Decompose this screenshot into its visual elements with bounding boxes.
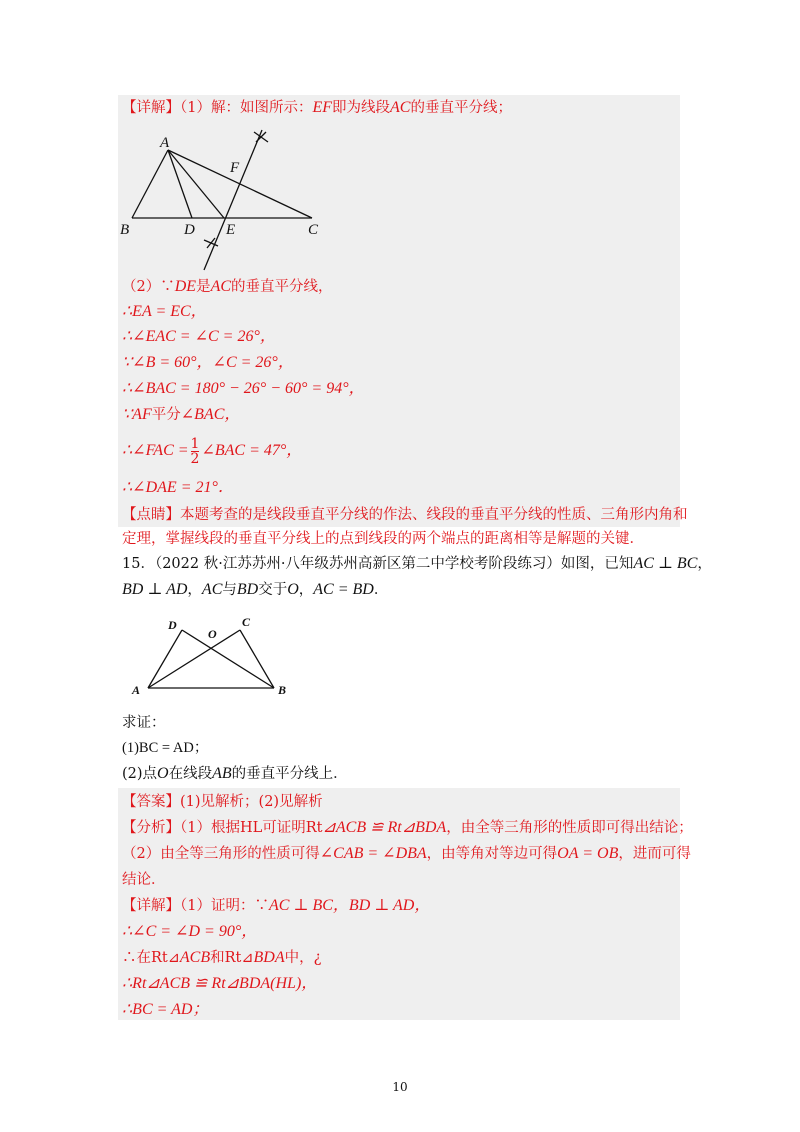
question-1: (1)BC = AD； — [122, 740, 209, 756]
label-F: F — [230, 160, 240, 176]
step-dae: ∴∠DAE = 21°． — [122, 479, 234, 496]
detail2-line-5: ∴BC = AD； — [122, 1001, 209, 1018]
label-B2: B — [278, 683, 287, 697]
note-line-1: 【点睛】本题考查的是线段垂直平分线的作法、线段的垂直平分线的性质、三角形内角和 — [122, 507, 688, 523]
label-C2: C — [242, 615, 251, 629]
label-B: B — [120, 222, 130, 238]
problem-15-line-1: 15．（2022 秋·江苏苏州·八年级苏州高新区第二中学校考阶段练习）如图，已知AC ⊥ BC， — [122, 555, 712, 572]
prove-label: 求证： — [122, 715, 166, 731]
answer-tag: 【答案】 — [122, 794, 180, 810]
step-4: ∴∠BAC = 180° − 26° − 60° = 94°， — [122, 380, 365, 397]
triangle-figure-1 — [112, 120, 352, 280]
note-tag: 【点睛】 — [122, 507, 180, 523]
step-fac: ∴∠FAC = $\frac{1}{2}$ ∠BAC = 47°， — [122, 435, 303, 467]
label-A: A — [160, 135, 170, 151]
label-D2: D — [168, 618, 177, 632]
detail2-line-3: ∴在Rt⊿ACB和Rt⊿BDA中，¿ — [122, 949, 322, 966]
analysis-tag: 【分析】 — [122, 820, 180, 836]
detail2-tag: 【详解】 — [122, 898, 180, 914]
detail2-line-2: ∴∠C = ∠D = 90°， — [122, 923, 258, 940]
label-E: E — [226, 222, 236, 238]
problem-15-line-2: BD ⊥ AD，AC与BD交于O，AC = BD． — [122, 581, 389, 598]
question-2: (2)点O在线段AB的垂直平分线上． — [122, 765, 348, 782]
step-2: ∴∠EAC = ∠C = 26°， — [122, 328, 276, 345]
page-number: 10 — [392, 1080, 408, 1094]
detail-intro-line: 【详解】（1）解：如图所示：EF即为线段AC的垂直平分线； — [122, 99, 512, 116]
label-C: C — [308, 222, 319, 238]
step-1: ∴EA = EC， — [122, 303, 207, 320]
detail-part2-line: （2）∵DE是AC的垂直平分线， — [122, 278, 333, 295]
label-D: D — [184, 222, 195, 238]
analysis-line-3: 结论． — [122, 872, 166, 888]
fraction-half: $\frac{1}{2}$ — [190, 435, 200, 467]
answer-line: 【答案】(1)见解析；(2)见解析 — [122, 794, 323, 810]
triangle-figure-2 — [122, 612, 302, 702]
note-line-2: 定理，掌握线段的垂直平分线上的点到线段的两个端点的距离相等是解题的关键． — [122, 531, 644, 547]
step-bisector: ∵AF平分∠BAC， — [122, 406, 241, 423]
label-A2: A — [132, 683, 141, 697]
label-O: O — [208, 627, 217, 641]
step-3: ∵∠B = 60°，∠C = 26°， — [122, 354, 294, 371]
analysis-line-2: （2）由全等三角形的性质可得∠CAB = ∠DBA，由等角对等边可得OA = OB，进而可得 — [122, 845, 691, 862]
detail2-line-4: ∴Rt⊿ACB ≌ Rt⊿BDA(HL)， — [122, 975, 318, 992]
detail-tag: 【详解】 — [122, 100, 180, 116]
detail2-line-1: 【详解】（1）证明：∵AC ⊥ BC，BD ⊥ AD， — [122, 897, 431, 914]
analysis-line-1: 【分析】（1）根据HL可证明Rt⊿ACB ≌ Rt⊿BDA，由全等三角形的性质即可得出结论； — [122, 819, 693, 836]
